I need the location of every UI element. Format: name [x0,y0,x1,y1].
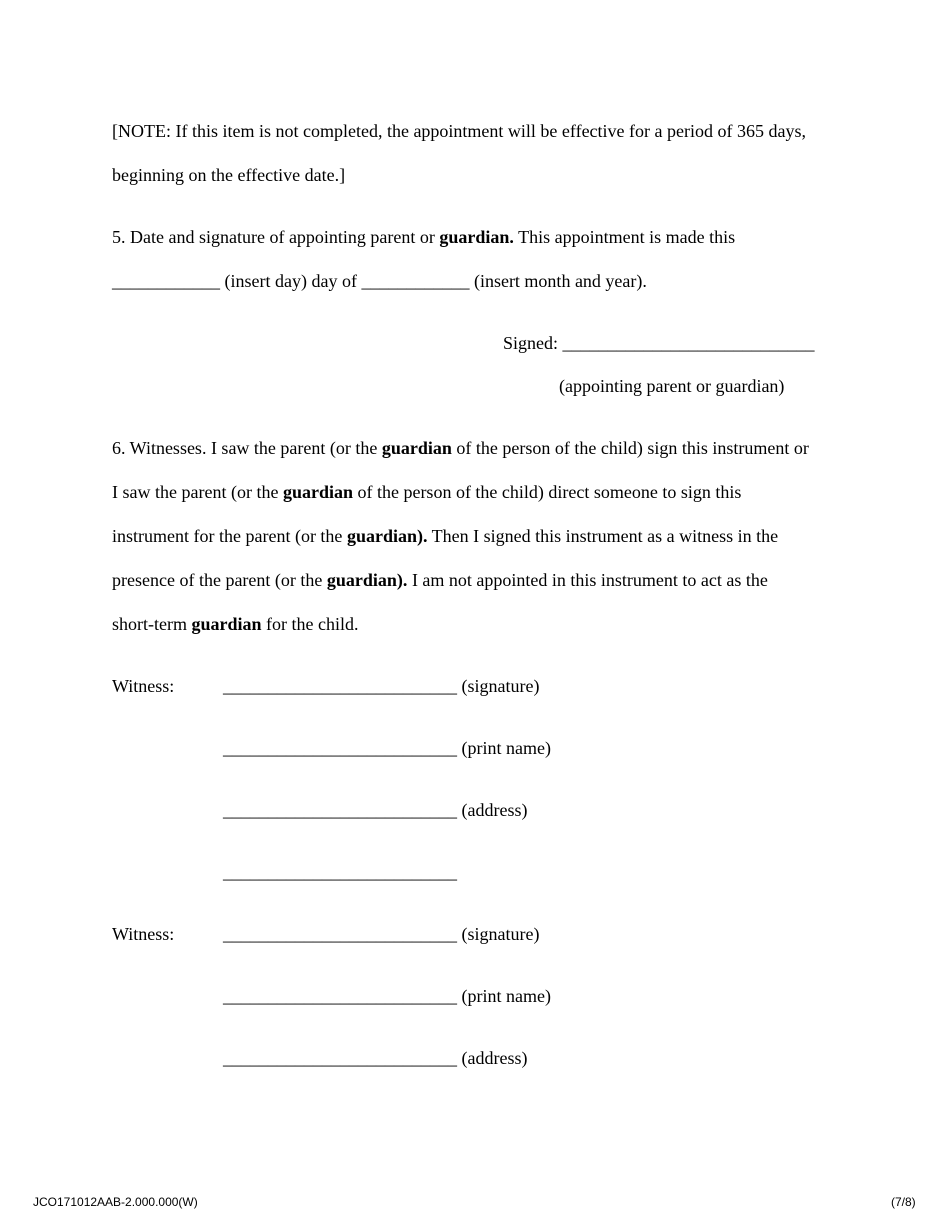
witness2-address: __________________________ (address) [223,1048,528,1068]
s6-l1c: of the person of the child) sign this instrument or [451,438,809,458]
witness1-signature: __________________________ (signature) [223,676,540,696]
s6-l5c: for the child. [261,614,359,634]
section6-line-1 [112,437,809,459]
witness2-print-name: __________________________ (print name) [223,986,551,1006]
s6-l3a: instrument for the parent (or the [112,526,347,546]
s6-l4b: guardian). [326,570,408,590]
footer-doc-code: JCO171012AAB-2.000.000(W) [33,1195,198,1209]
s6-l4a: presence of the parent (or the [112,570,327,590]
s6-l3b: guardian). [346,526,428,546]
witness2-label: Witness: [112,924,175,944]
signed-caption: (appointing parent or guardian) [559,376,785,396]
s6-l5a: short-term [112,614,192,634]
witness1-address: __________________________ (address) [223,800,528,820]
section6-line-3 [112,525,778,547]
section6-line-5 [112,613,359,635]
section5-line-2: ____________ (insert day) day of ____________ (insert month and year). [112,271,647,291]
witness2-signature: __________________________ (signature) [223,924,540,944]
s6-l4c: I am not appointed in this instrument to act as the [407,570,768,590]
section5-line-1 [112,226,735,248]
s6-l1a: 6. Witnesses. I saw the parent (or the [112,438,382,458]
note-line-1: [NOTE: If this item is not completed, the appointment will be effective for a period of 365 days, [112,121,806,141]
section5-bold: guardian. [439,227,514,247]
note-line-2: beginning on the effective date.] [112,165,346,185]
section6-line-2 [112,481,741,503]
witness1-address-2: __________________________ [223,862,457,882]
s6-l1b: guardian [381,438,452,458]
section5-rest: This appointment is made this [513,227,736,247]
s6-l2c: of the person of the child) direct someone to sign this [352,482,742,502]
witness1-label: Witness: [112,676,175,696]
s6-l3c: Then I signed this instrument as a witness in the [427,526,779,546]
s6-l5b: guardian [191,614,262,634]
footer-page-number: (7/8) [891,1195,916,1209]
witness1-print-name: __________________________ (print name) [223,738,551,758]
s6-l2a: I saw the parent (or the [112,482,283,502]
section6-line-4 [112,569,768,591]
signed-line: Signed: ____________________________ [503,333,815,353]
section5-lead: 5. Date and signature of appointing parent or [112,227,440,247]
s6-l2b: guardian [282,482,353,502]
